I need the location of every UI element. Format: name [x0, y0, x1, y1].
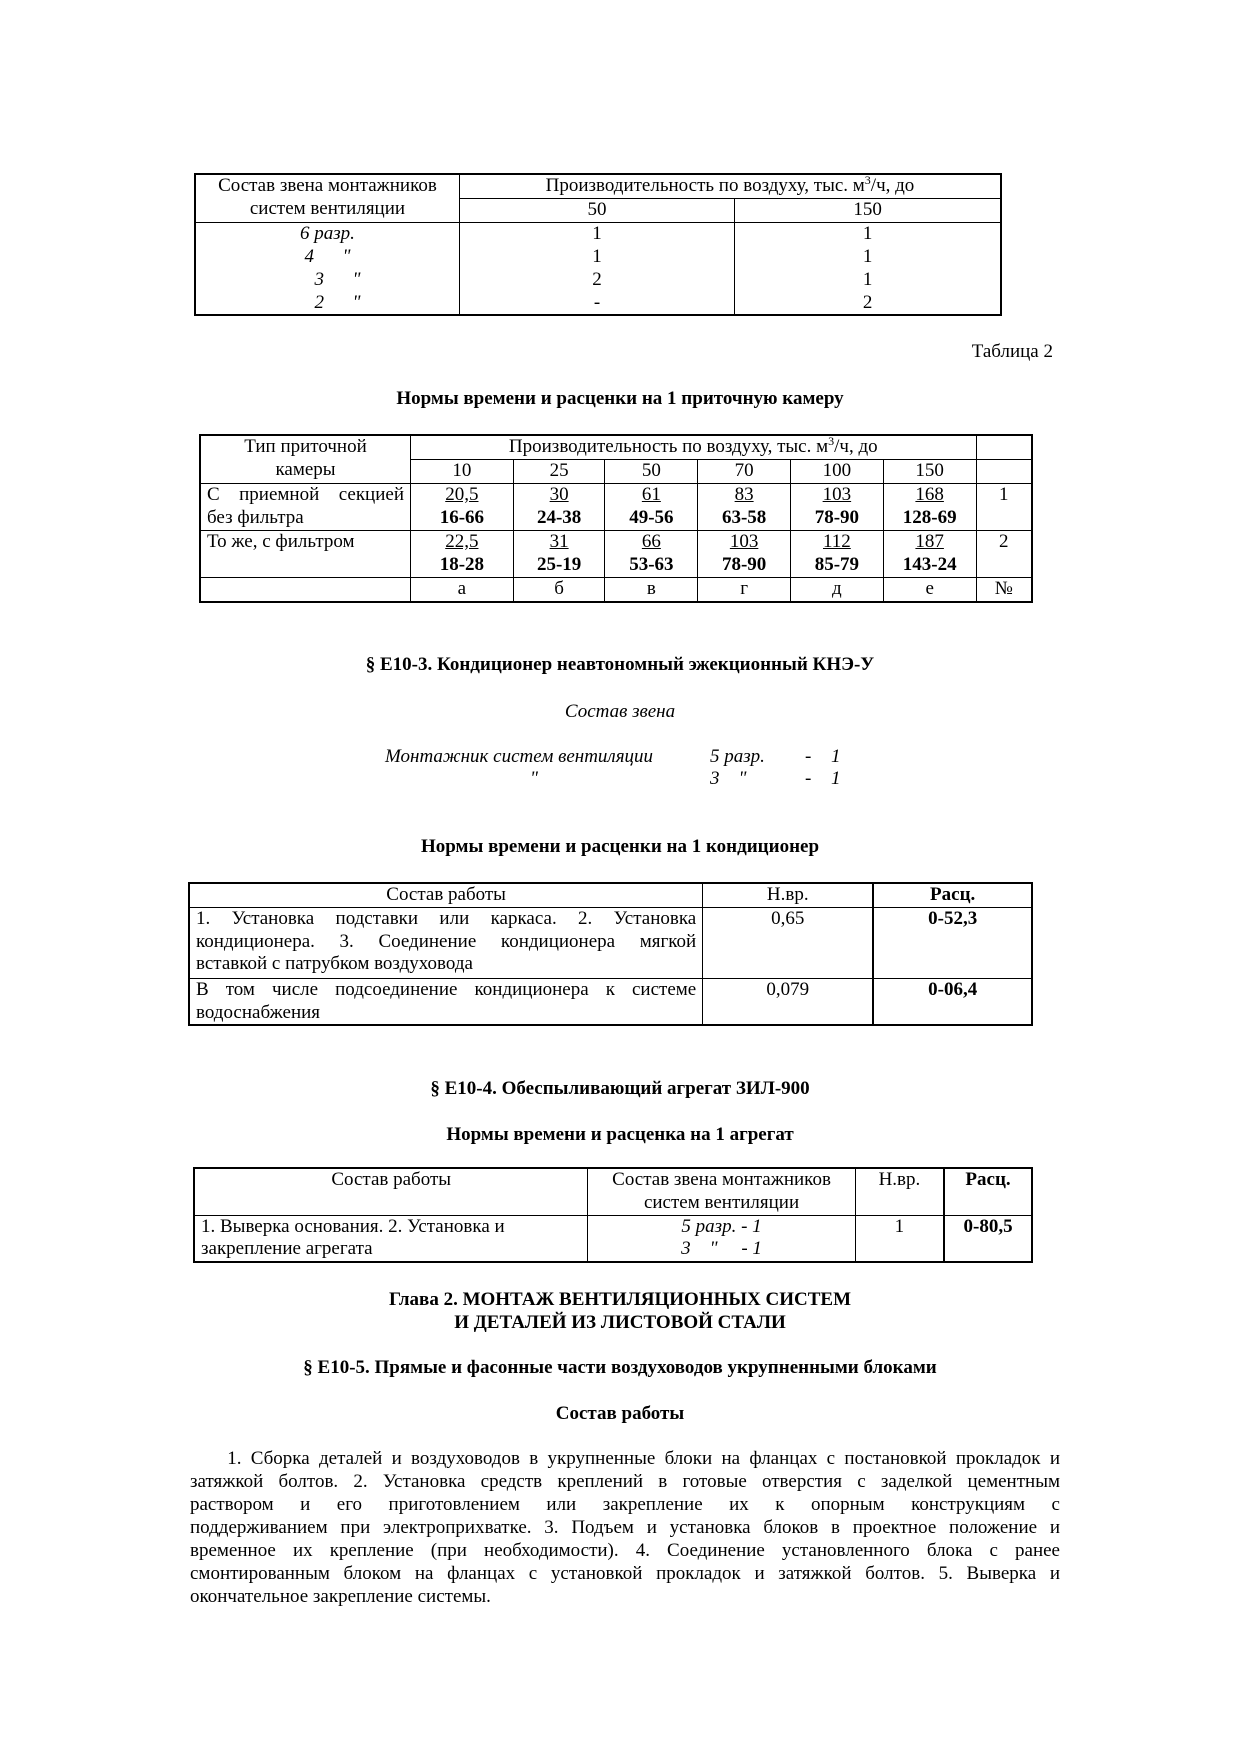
t4-head-crew-line1: Состав звена монтажников — [612, 1169, 831, 1190]
t2-row-num: 1 — [976, 483, 1032, 530]
t1-cell: 2 — [459, 269, 734, 292]
t2-cell — [513, 530, 605, 577]
t1-head-prod-prefix: Производительность по воздуху, тыс. м — [545, 175, 865, 196]
t1-cell: 1 — [735, 222, 1001, 245]
crew-composition-table — [194, 173, 1002, 316]
t3-row-nvr: 0,65 — [703, 907, 874, 978]
t2-price: 24-38 — [536, 506, 582, 528]
t1-col-50: 50 — [459, 198, 734, 222]
section5-paragraph-line: временное их крепление (при необходимости). 4. Соединение установленного блока с ранее — [190, 1540, 1060, 1561]
aggregate-norms-table — [193, 1167, 1033, 1263]
t3-row-rasc: 0-52,3 — [873, 907, 1032, 978]
t2-norm: 30 — [549, 483, 569, 505]
t2-price: 128-69 — [902, 506, 957, 528]
t2-col: 50 — [605, 459, 698, 483]
t1-head-crew-line1: Состав звена монтажников — [195, 174, 459, 198]
t2-price: 16-66 — [439, 506, 485, 528]
table2-title: Нормы времени и расценки на 1 приточную камеру — [396, 388, 844, 409]
t4-work-line1: 1. Выверка основания. 2. Установка и — [201, 1215, 505, 1237]
t1-cell: 1 — [459, 246, 734, 269]
t2-col: 10 — [411, 459, 514, 483]
t2-head-prod-prefix: Производительность по воздуху, тыс. м — [508, 436, 829, 457]
t2-letter: е — [883, 577, 976, 601]
t4-head-work: Состав работы — [194, 1168, 588, 1215]
section5-paragraph-line: 1. Сборка деталей и воздуховодов в укрупненные блоки на фланцах с постановкой прокладок и — [190, 1448, 1060, 1469]
t2-price: 49-56 — [629, 506, 674, 528]
section5-paragraph-line: поддерживанием при электроприхватке. 3. Подъем и установка блоков в проектное положение и — [190, 1517, 1060, 1538]
t4-row-nvr: 1 — [855, 1215, 944, 1262]
t2-norm: 22,5 — [445, 530, 479, 552]
t2-price: 78-90 — [814, 506, 860, 528]
section3-crew-role: Монтажник систем вентиляции — [385, 746, 654, 767]
t2-head-productivity — [411, 435, 977, 459]
t2-col: 70 — [698, 459, 791, 483]
t3-head-nvr: Н.вр. — [703, 883, 874, 907]
t1-cell: - — [459, 292, 734, 316]
t2-head-type-line1: Тип приточной — [200, 435, 411, 459]
t2-cell — [698, 483, 791, 530]
t4-head-crew — [588, 1168, 855, 1215]
t2-col: 100 — [791, 459, 884, 483]
section3-crew-title: Состав звена — [564, 701, 676, 722]
t1-head-crew-line2: систем вентиляции — [195, 198, 459, 222]
t2-price: 85-79 — [814, 553, 860, 575]
t4-row-rasc: 0-80,5 — [944, 1215, 1032, 1262]
t2-norm: 20,5 — [445, 483, 479, 505]
section4-norms-title: Нормы времени и расценка на 1 агрегат — [446, 1124, 794, 1145]
chapter2-title-line2: И ДЕТАЛЕЙ ИЗ ЛИСТОВОЙ СТАЛИ — [454, 1312, 786, 1333]
t2-price: 25-19 — [536, 553, 582, 575]
section3-crew-dash: - — [805, 746, 812, 767]
section5-paragraph-line: окончательное закрепление системы. — [190, 1586, 491, 1607]
t2-cell — [791, 483, 884, 530]
t2-row-label — [200, 483, 411, 530]
section3-crew-count: 1 — [831, 746, 841, 767]
t1-cell: 1 — [735, 269, 1001, 292]
t1-cell: 1 — [735, 246, 1001, 269]
t2-norm: 103 — [729, 530, 759, 552]
t2-row-num: 2 — [976, 530, 1032, 577]
t1-row-label: 2 " — [195, 292, 459, 316]
section3-norms-title: Нормы времени и расценки на 1 кондиционер — [420, 836, 820, 857]
t3-row-rasc: 0-06,4 — [873, 978, 1032, 1025]
t2-norm: 83 — [734, 483, 754, 505]
t3-head-rasc: Расц. — [873, 883, 1032, 907]
section3-title: § Е10-3. Кондиционер неавтономный эжекционный КНЭ-У — [365, 654, 875, 675]
t2-head-prod-sup: 3 — [828, 434, 835, 448]
t2-cell — [513, 483, 605, 530]
t2-price: 53-63 — [629, 553, 674, 575]
t1-row-label: 3 " — [195, 269, 459, 292]
t2-cell — [791, 530, 884, 577]
t4-row-work — [194, 1215, 588, 1262]
t2-letter: а — [411, 577, 514, 601]
t2-head-prod-suffix: /ч, до — [834, 436, 878, 457]
section5-paragraph-line: затяжкой болтов. 2. Установка средств креплений в готовые отверстия с заделкой цементным — [190, 1471, 1060, 1492]
section5-title: § Е10-5. Прямые и фасонные части воздуховодов укрупненными блоками — [303, 1357, 937, 1378]
t2-cell — [411, 483, 514, 530]
t2-price: 143-24 — [902, 553, 957, 575]
section4-title: § Е10-4. Обеспыливающий агрегат ЗИЛ-900 — [430, 1078, 810, 1099]
t3-row-work — [189, 978, 703, 1025]
t2-letter: в — [605, 577, 698, 601]
t2-letters-empty — [200, 577, 411, 601]
t2-row-label-line2: без фильтра — [207, 506, 304, 528]
t2-cell — [883, 530, 976, 577]
t2-price: 63-58 — [721, 506, 767, 528]
section5-work-title: Состав работы — [555, 1403, 685, 1424]
section5-paragraph-line: смонтированным блоком на фланцах с установкой прокладок и затяжкой болтов. 5. Выверка и — [190, 1563, 1060, 1584]
chapter2-title-line1: Глава 2. МОНТАЖ ВЕНТИЛЯЦИОННЫХ СИСТЕМ — [388, 1289, 852, 1310]
t1-head-productivity — [459, 174, 1001, 198]
t2-norm: 168 — [915, 483, 944, 505]
t4-work-line2: закрепление агрегата — [201, 1238, 373, 1260]
t3-row-nvr: 0,079 — [703, 978, 874, 1025]
t2-col: 25 — [513, 459, 605, 483]
t2-price: 18-28 — [439, 553, 485, 575]
t3-work-line: вставкой с патрубком воздуховода — [196, 953, 473, 975]
t1-cell: 1 — [459, 222, 734, 245]
section3-crew-count: 1 — [831, 768, 841, 789]
t2-letter: д — [791, 577, 884, 601]
t2-norm: 103 — [822, 483, 852, 505]
t2-letter: г — [698, 577, 791, 601]
t2-num-label: № — [976, 577, 1032, 601]
t2-cell — [883, 483, 976, 530]
t2-cell — [605, 530, 698, 577]
t2-norm: 112 — [822, 530, 851, 552]
t2-norm: 187 — [915, 530, 944, 552]
t4-row-crew — [588, 1215, 855, 1262]
section3-crew-role: " — [530, 768, 538, 789]
t2-norm: 31 — [549, 530, 569, 552]
t3-work-line: 1. Установка подставки или каркаса. 2. Установка — [196, 907, 697, 929]
t2-cell — [698, 530, 791, 577]
t4-head-crew-line2: систем вентиляции — [643, 1191, 800, 1213]
t2-head-empty — [976, 435, 1032, 459]
section3-crew-grade: 5 разр. — [710, 746, 765, 767]
t4-head-nvr: Н.вр. — [855, 1168, 944, 1215]
t3-row-work — [189, 907, 703, 978]
t2-row-label-line1: То же, с фильтром — [207, 530, 355, 552]
t1-head-prod-sup: 3 — [864, 173, 871, 187]
t1-col-150: 150 — [735, 198, 1001, 222]
t2-head-empty — [976, 459, 1032, 483]
supply-chamber-norms-table — [199, 434, 1033, 603]
table2-caption: Таблица 2 — [971, 341, 1053, 362]
t2-row-label — [200, 530, 411, 577]
section3-crew-grade: 3 " — [710, 768, 747, 789]
t2-col: 150 — [883, 459, 976, 483]
t3-work-line: водоснабжения — [196, 1001, 321, 1023]
section3-crew-dash: - — [805, 768, 812, 789]
conditioner-norms-table — [188, 882, 1033, 1026]
t3-head-work: Состав работы — [189, 883, 703, 907]
section5-paragraph — [190, 1447, 1060, 1608]
t1-row-label: 4 " — [195, 246, 459, 269]
t4-crew-line1: 5 разр. - 1 — [681, 1215, 762, 1237]
t2-row-label-line1: С приемной секцией — [207, 483, 404, 505]
t1-row-label: 6 разр. — [195, 222, 459, 245]
t2-head-type-line2: камеры — [200, 459, 411, 483]
t2-price: 78-90 — [721, 553, 767, 575]
t2-cell — [605, 483, 698, 530]
t1-cell: 2 — [735, 292, 1001, 316]
t1-head-prod-suffix: /ч, до — [870, 175, 915, 196]
t2-cell — [411, 530, 514, 577]
t3-work-line: кондиционера. 3. Соединение кондиционера мягкой — [196, 930, 697, 952]
t2-letter: б — [513, 577, 605, 601]
t4-head-rasc: Расц. — [944, 1168, 1032, 1215]
t2-norm: 66 — [641, 530, 661, 552]
t3-work-line: В том числе подсоединение кондиционера к системе — [196, 978, 697, 1000]
t2-norm: 61 — [641, 483, 661, 505]
t4-crew-line2: 3 " - 1 — [681, 1238, 762, 1260]
section5-paragraph-line: раствором и его приготовлением или закрепление их к опорным конструкциям с — [190, 1494, 1060, 1515]
